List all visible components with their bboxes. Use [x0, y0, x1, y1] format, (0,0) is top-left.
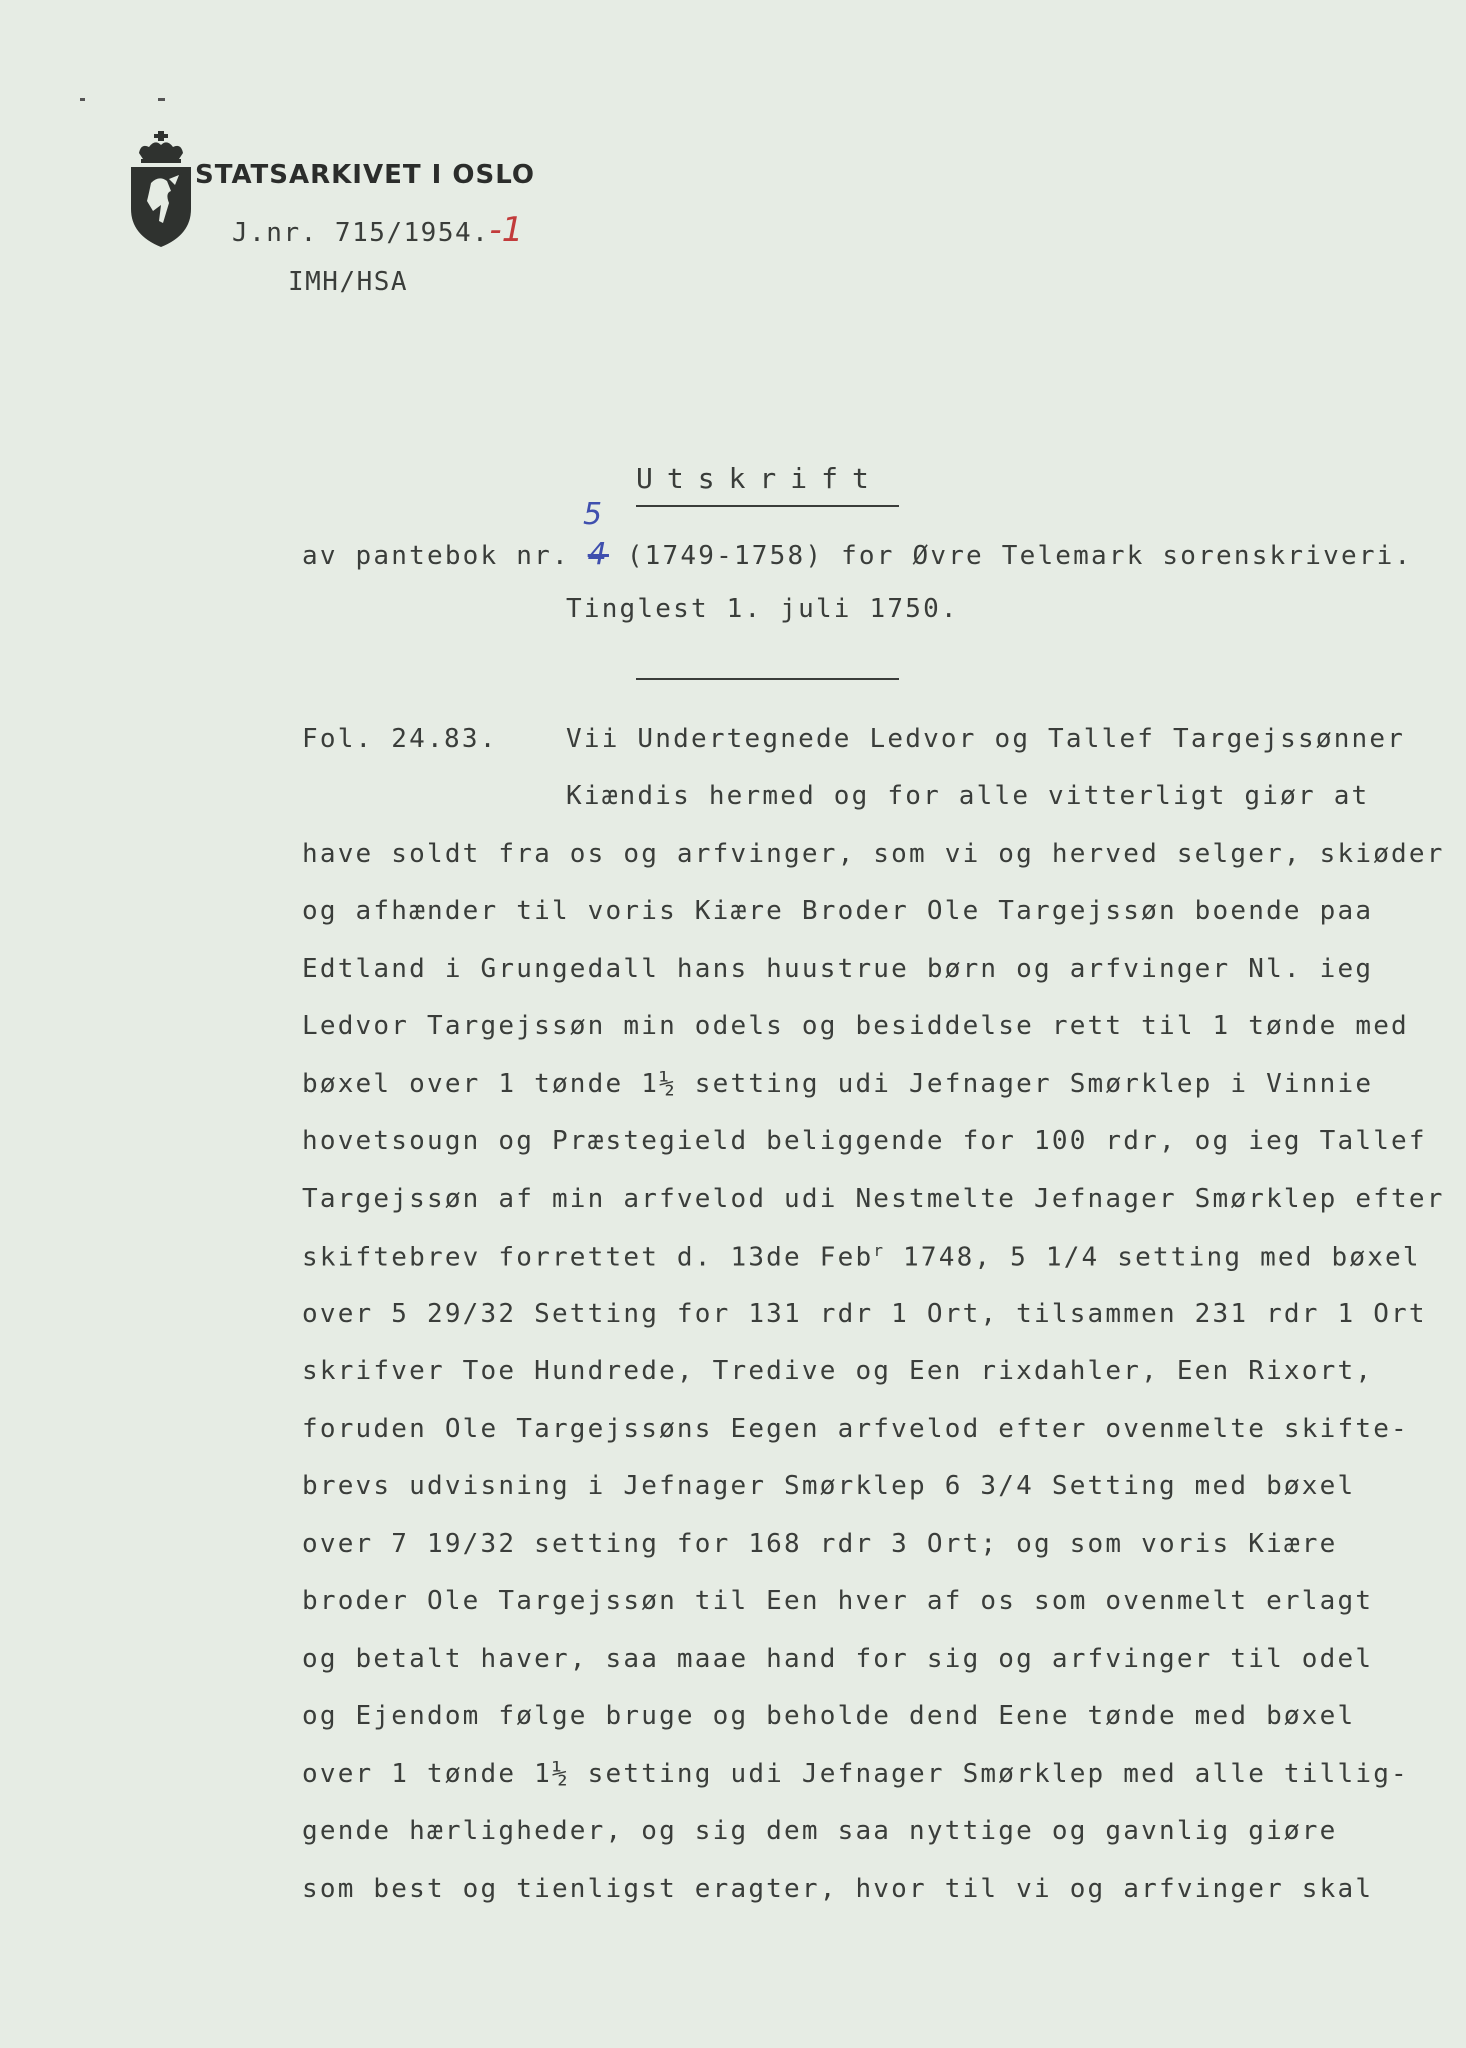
- subtitle-rest: (1749-1758) for Øvre Telemark sorenskriveri.: [626, 541, 1413, 571]
- text-line: Kiændis hermed og for alle vitterligt giør at: [566, 781, 1370, 811]
- journal-number-text: J.nr. 715/1954.: [232, 218, 490, 248]
- text-line: broder Ole Targejssøn til Een hver af os som ovenmelt erlagt: [302, 1586, 1374, 1616]
- text-line: som best og tienligst eragter, hvor til vi og arfvinger skal: [302, 1874, 1374, 1904]
- text-line: hovetsougn og Præstegield beliggende for 100 rdr, og ieg Tallef: [302, 1126, 1427, 1156]
- superscript: r: [873, 1241, 886, 1260]
- folio-reference: Fol. 24.: [302, 724, 445, 754]
- text-line: over 5 29/32 Setting for 131 rdr 1 Ort, tilsammen 231 rdr 1 Ort: [302, 1299, 1427, 1329]
- text-line-part: skiftebrev forrettet d. 13de Feb: [302, 1242, 874, 1273]
- text-line: brevs udvisning i Jefnager Smørklep 6 3/4 Setting med bøxel: [302, 1471, 1356, 1501]
- text-line: Vii Undertegnede Ledvor og Tallef Targejssønner: [566, 724, 1406, 754]
- text-line: Edtland i Grungedall hans huustrue børn og arfvinger Nl. ieg: [302, 954, 1374, 984]
- text-line-part: 1748, 5 1/4 setting med bøxel: [885, 1242, 1421, 1273]
- journal-number-handwritten-suffix: -1: [489, 210, 524, 250]
- text-line: [302, 1241, 1421, 1273]
- text-line: skrifver Toe Hundrede, Tredive og Een rixdahler, Een Rixort,: [302, 1356, 1374, 1386]
- subtitle-prefix: av pantebok nr.: [302, 541, 570, 571]
- archive-name: STATSARKIVET I OSLO: [195, 160, 535, 190]
- text-line: have soldt fra os og arfvinger, som vi og herved selger, skiøder: [302, 839, 1445, 869]
- text-line: Ledvor Targejssøn min odels og besiddelse rett til 1 tønde med: [302, 1011, 1409, 1041]
- handwritten-correction: 5: [583, 497, 603, 532]
- scan-mark: [80, 98, 85, 101]
- text-line: og betalt haver, saa maae hand for sig og arfvinger til odel: [302, 1644, 1374, 1674]
- scan-mark: [158, 98, 165, 101]
- subtitle-line: [302, 537, 1412, 572]
- document-title: Utskrift: [636, 462, 883, 495]
- entry-number: 83.: [444, 724, 498, 754]
- norwegian-coat-of-arms-icon: [86, 112, 158, 232]
- text-line: og Ejendom følge bruge og beholde dend Eene tønde med bøxel: [302, 1701, 1356, 1731]
- struck-number: 4: [587, 537, 609, 572]
- title-underline: [636, 505, 899, 507]
- separator-rule: [636, 678, 899, 680]
- text-line: gende hærligheder, og sig dem saa nyttige og gavnlig giøre: [302, 1816, 1338, 1846]
- registration-date: Tinglest 1. juli 1750.: [566, 594, 959, 624]
- initials: IMH/HSA: [288, 267, 409, 297]
- text-line: Targejssøn af min arfvelod udi Nestmelte Jefnager Smørklep efter: [302, 1184, 1445, 1214]
- text-line: over 7 19/32 setting for 168 rdr 3 Ort; og som voris Kiære: [302, 1529, 1338, 1559]
- text-line: foruden Ole Targejssøns Eegen arfvelod efter ovenmelte skifte-: [302, 1414, 1409, 1444]
- text-line: og afhænder til voris Kiære Broder Ole Targejssøn boende paa: [302, 896, 1374, 926]
- journal-number: [232, 210, 523, 250]
- text-line: over 1 tønde 1½ setting udi Jefnager Smørklep med alle tillig-: [302, 1759, 1409, 1789]
- text-line: bøxel over 1 tønde 1½ setting udi Jefnager Smørklep i Vinnie: [302, 1069, 1374, 1099]
